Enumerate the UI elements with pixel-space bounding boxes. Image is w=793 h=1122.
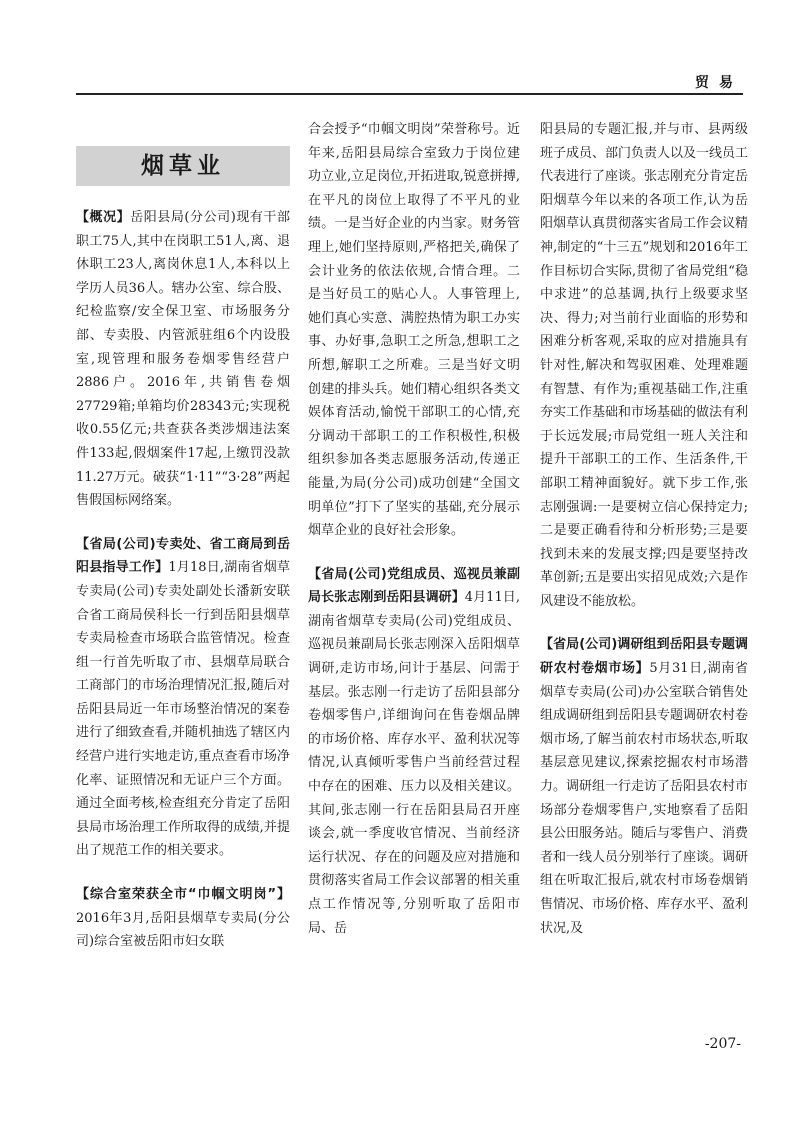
paragraph-heading: 【综合室荣获全市“巾帼文明岗”】 [76,887,290,903]
paragraph-heading: 【概况】 [76,210,131,225]
paragraph-heading: 【省局(公司)调研组到岳阳县专题调研农村卷烟市场】 [540,637,748,677]
paragraph-heading: 【省局(公司)党组成员、巡视员兼副局长张志刚到岳阳县调研】 [308,566,520,606]
header-section-title: 贸易 [695,75,743,91]
column-1 [76,118,290,954]
paragraph [540,633,748,940]
paragraph-heading: 【省局(公司)专卖处、省工商局到岳阳县指导工作】 [76,536,290,576]
page-number: -207- [704,1036,741,1052]
paragraph [308,118,520,543]
paragraph-text: 5月31日,湖南省烟草专卖局(公司)办公室联合销售处组成调研组到岳阳县专题调研农村卷烟市场,了解当前农村市场状态,听取基层意见建议,探索挖掘农村市场潜力。调研组一行走访了岳阳县农村市场部分卷烟零售户,实地察看了岳阳县公田服务站。随后与零售户、消费者和一线人员分别举行了座谈。调研组在听取汇报后,就农村市场卷烟销售情况、市场价格、库存水平、盈利状况,及 [540,661,749,936]
paragraph [76,533,290,863]
column-2 [308,118,520,940]
header-divider [76,93,743,95]
paragraph-text: 岳阳县局(分公司)现有干部职工75人,其中在岗职工51人,离、退休职工23人,离岗休息1人,本科以上学历人员36人。辖办公室、综合股、纪检监察/安全保卫室、市场服务分部、专卖股、内管派驻组6个内设股室,现管理和服务卷烟零售经营户2886户。2016年,共销售卷烟27729箱;单箱均价28343元;实现税收0.55亿元;共查获各类涉烟违法案件133起,假烟案件17起,上缴罚没款11.27万元。破获“1·11”“3·28”两起售假国标网络案。 [76,210,290,509]
paragraph [76,206,290,513]
paragraph-text: 4月11日,湖南省烟草专卖局(公司)党组成员、巡视员兼副局长张志刚深入岳阳烟草调研,走访市场,问计于基层、问需于基层。张志刚一行走访了岳阳县部分卷烟零售户,详细询问在售卷烟品牌的市场价格、库存水平、盈利状况等情况,认真倾听零售户当前经营过程中存在的困难、压力以及相关建议。其间,张志刚一行在岳阳县局召开座谈会,就一季度收官情况、当前经济运行状况、存在的问题及应对措施和贯彻落实省局工作会议部署的相关重点工作情况等,分别听取了岳阳市局、岳 [308,590,520,936]
paragraph [76,883,290,954]
paragraph [308,563,520,941]
paragraph-text: 阳县局的专题汇报,并与市、县两级班子成员、部门负责人以及一线员工代表进行了座谈。张志刚充分肯定岳阳烟草今年以来的各项工作,认为岳阳烟草认真贯彻落实省局工作会议精神,制定的“十三五”规划和2016年工作目标切合实际,贯彻了省局党组“稳中求进”的总基调,执行上级要求坚决、得力;对当前行业面临的形势和困难分析客观,采取的应对措施具有针对性,解决和驾驭困难、处理难题有智慧、有作为;重视基础工作,注重夯实工作基础和市场基础的做法有利于长远发展;市局党组一班人关注和提升干部职工的工作、生活条件,干部职工精神面貌好。就下步工作,张志刚强调:一是要树立信心保持定力;二是要正确看待和分析形势;三是要找到未来的发展支撑;四是要坚持改革创新;五是要出实招见成效;六是作风建设不能放松。 [540,122,749,609]
paragraph-text: 2016年3月,岳阳县烟草专卖局(分公司)综合室被岳阳市妇女联 [76,910,290,950]
column-3 [540,118,748,940]
paragraph-text: 合会授予“巾帼文明岗”荣誉称号。近年来,岳阳县局综合室致力于岗位建功立业,立足岗位,开拓进取,锐意拼搏,在平凡的岗位上取得了不平凡的业绩。一是当好企业的内当家。财务管理上,她们坚持原则,严格把关,确保了会计业务的依法依规,合情合理。二是当好员工的贴心人。人事管理上,她们真心实意、满腔热情为职工办实事、办好事,急职工之所急,想职工之所想,解职工之所难。三是当好文明创建的排头兵。她们精心组织各类文娱体育活动,愉悦干部职工的心情,充分调动干部职工的工作积极性,积极组织参加各类志愿服务活动,传递正能量,为局(分公司)成功创建“全国文明单位”打下了坚实的基础,充分展示烟草企业的良好社会形象。 [308,122,520,539]
paragraph [540,118,748,613]
paragraph-text: 1月18日,湖南省烟草专卖局(公司)专卖处副处长潘新安联合省工商局侯科长一行到岳阳县烟草专卖局检查市场联合监管情况。检查组一行首先听取了市、县烟草局联合工商部门的市场治理情况汇报,随后对岳阳县局近一年市场整治情况的案卷进行了细致查看,并随机抽选了辖区内经营户进行实地走访,重点查看市场净化率、证照情况和无证户三个方面。通过全面考核,检查组充分肯定了岳阳县局市场治理工作所取得的成绩,并提出了规范工作的相关要求。 [76,560,290,859]
page-title: 烟草业 [76,146,290,186]
